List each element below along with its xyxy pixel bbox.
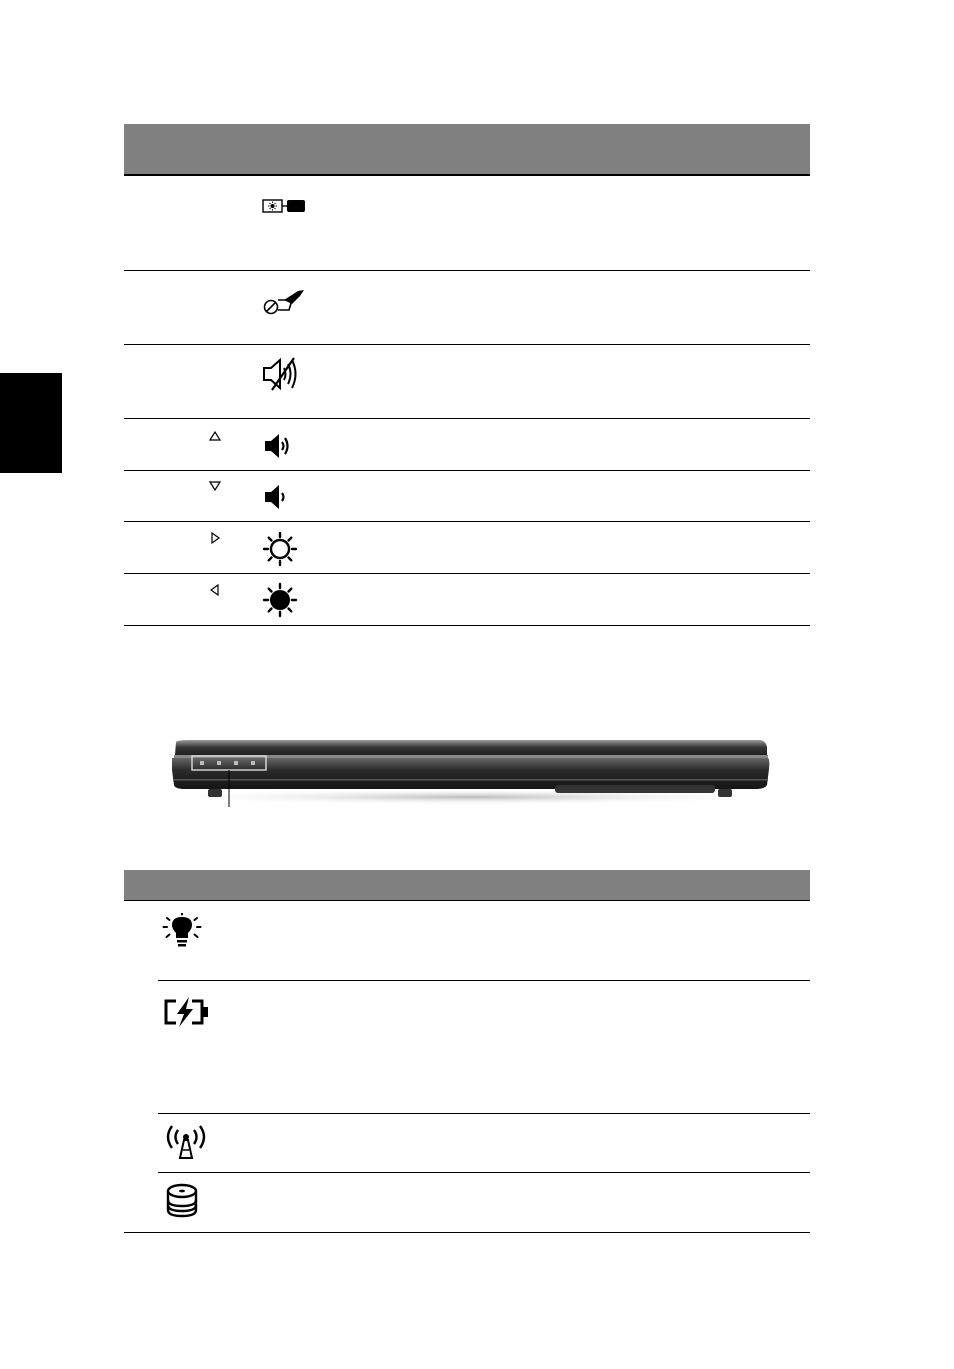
volume-down-icon — [262, 482, 292, 512]
brightness-down-icon — [262, 582, 298, 618]
hotkey-row-brightness-up — [124, 522, 810, 574]
hotkey-row-volume-down — [124, 471, 810, 522]
hotkey-row-volume-up — [124, 419, 810, 471]
indicator-table-header — [124, 870, 810, 901]
power-indicator-icon — [162, 913, 202, 951]
speaker-mute-icon — [262, 356, 306, 392]
laptop-front-view — [150, 735, 790, 810]
arrow-left-key-icon — [208, 583, 222, 597]
hotkey-table-header — [124, 124, 810, 176]
indicator-table — [124, 870, 810, 1233]
hotkey-row-brightness-down — [124, 574, 810, 626]
arrow-down-key-icon — [208, 479, 222, 493]
chapter-side-tab — [0, 373, 62, 473]
indicator-row-wireless — [124, 1114, 810, 1173]
hdd-indicator-icon — [162, 1182, 202, 1220]
battery-indicator-icon — [162, 996, 210, 1028]
touchpad-toggle-icon — [262, 288, 306, 316]
display-toggle-icon — [262, 198, 306, 214]
indicator-row-battery — [124, 981, 810, 1114]
hotkey-table — [124, 124, 810, 626]
arrow-right-key-icon — [208, 531, 222, 545]
hotkey-row-speaker-toggle — [124, 345, 810, 419]
indicator-row-power — [124, 901, 810, 981]
hotkey-row-display-toggle — [124, 176, 810, 271]
indicator-row-hdd — [124, 1173, 810, 1233]
wireless-indicator-icon — [162, 1124, 210, 1160]
hotkey-row-touchpad-toggle — [124, 271, 810, 345]
volume-up-icon — [262, 431, 292, 461]
arrow-up-key-icon — [208, 429, 222, 443]
brightness-up-icon — [262, 531, 298, 567]
